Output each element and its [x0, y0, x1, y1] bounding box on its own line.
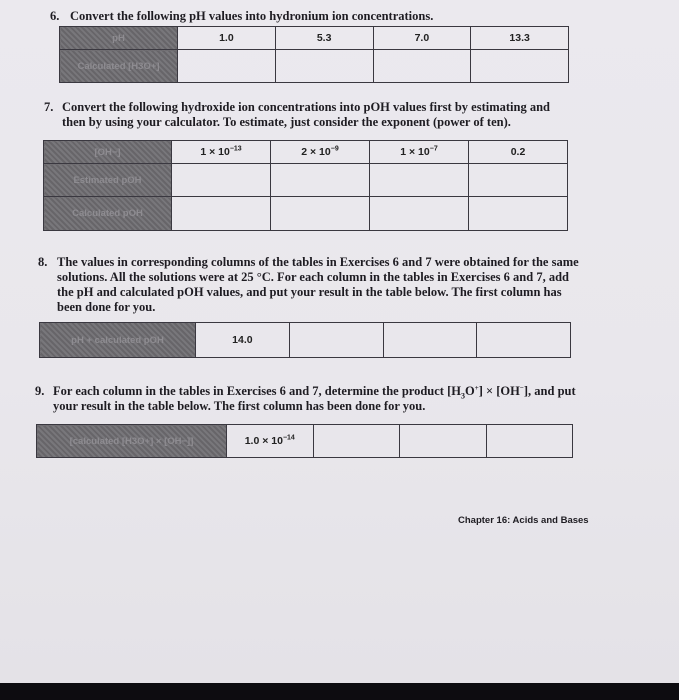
- question-8: [38, 255, 583, 317]
- q7-oh-value: $1 \times 10^{-13}$: [172, 141, 271, 164]
- question-7-number: 7.: [44, 100, 54, 114]
- q9-first-value: $1.0 \times 10^{-14}$: [227, 425, 314, 458]
- question-6-number: 6.: [50, 9, 60, 23]
- q9-row-header: [calculated [H3O+] × [OH−]]: [37, 425, 227, 458]
- question-6-text: Convert the following pH values into hydronium ion concentrations.: [70, 9, 434, 23]
- q7-oh-value: 0.2: [469, 141, 568, 164]
- q7-row-header-oh: [OH−]: [44, 141, 172, 164]
- q6-answer-cell[interactable]: [275, 50, 373, 83]
- question-9: [35, 384, 590, 416]
- q6-answer-cell[interactable]: [178, 50, 276, 83]
- question-7-text: Convert the following hydroxide ion concentrations into pOH values first by estimating and then by using your calculator. To estimate, just consider the exponent (power of ten).: [62, 100, 550, 129]
- q8-answer-cell[interactable]: [477, 323, 571, 358]
- q7-row-header-estimated: Estimated pOH: [44, 164, 172, 197]
- q9-table: [36, 424, 573, 458]
- q8-row-header: pH + calculated pOH: [40, 323, 196, 358]
- question-9-number: 9.: [35, 384, 45, 398]
- q6-answer-cell[interactable]: [373, 50, 471, 83]
- q7-calculated-cell[interactable]: [469, 197, 568, 231]
- dark-edge: [0, 683, 679, 700]
- q9-answer-cell[interactable]: [486, 425, 573, 458]
- q7-table: [43, 140, 568, 231]
- q7-calculated-cell[interactable]: [271, 197, 370, 231]
- q8-table: [39, 322, 571, 358]
- q6-ph-value: 5.3: [275, 27, 373, 50]
- q6-ph-value: 7.0: [373, 27, 471, 50]
- q7-estimated-cell[interactable]: [271, 164, 370, 197]
- q7-estimated-cell[interactable]: [370, 164, 469, 197]
- q7-oh-value: $1 \times 10^{-7}$: [370, 141, 469, 164]
- question-8-number: 8.: [38, 255, 48, 269]
- q6-row-header-ph: pH: [60, 27, 178, 50]
- q9-answer-cell[interactable]: [400, 425, 487, 458]
- question-6: [50, 9, 610, 25]
- q8-answer-cell[interactable]: [383, 323, 477, 358]
- q8-answer-cell[interactable]: [289, 323, 383, 358]
- q7-estimated-cell[interactable]: [469, 164, 568, 197]
- q7-calculated-cell[interactable]: [172, 197, 271, 231]
- q9-answer-cell[interactable]: [313, 425, 400, 458]
- q7-oh-value: $2 \times 10^{-9}$: [271, 141, 370, 164]
- q6-table: [59, 26, 569, 83]
- q7-calculated-cell[interactable]: [370, 197, 469, 231]
- q6-ph-value: 1.0: [178, 27, 276, 50]
- chapter-footer: Chapter 16: Acids and Bases: [458, 515, 589, 526]
- q6-ph-value: 13.3: [471, 27, 569, 50]
- question-9-text: For each column in the tables in Exercises 6 and 7, determine the product $[H_3O^+] \times [OH^-]$, and put your result in the table below. The first column has been done for you.: [53, 383, 576, 413]
- q6-row-header-calculated: Calculated [H3O+]: [60, 50, 178, 83]
- q7-row-header-calculated: Calculated pOH: [44, 197, 172, 231]
- q8-first-value: 14.0: [196, 323, 290, 358]
- q6-answer-cell[interactable]: [471, 50, 569, 83]
- question-7: [44, 100, 574, 132]
- question-8-text: The values in corresponding columns of the tables in Exercises 6 and 7 were obtained for the same solutions. All the solutions were at 25 °C. For each column in the tables in Exercises 6 and 7, add the pH and calculated pOH values, and put your result in the table below. The first column has been done for you.: [57, 255, 579, 314]
- q7-estimated-cell[interactable]: [172, 164, 271, 197]
